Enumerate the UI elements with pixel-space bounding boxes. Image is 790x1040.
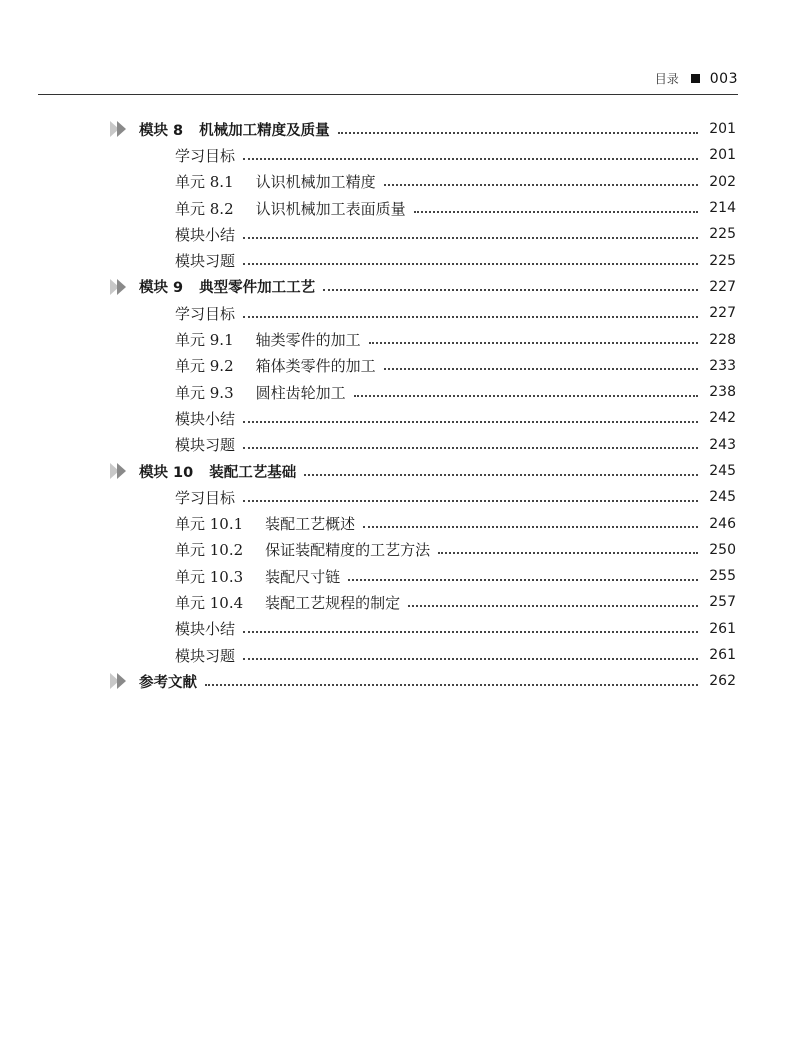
dot-leader: [408, 604, 698, 607]
toc-entry-text: [108, 119, 330, 140]
toc-entry-title: 模块习题: [175, 436, 236, 455]
toc-entry-text: [175, 145, 235, 166]
dot-leader: [384, 367, 698, 370]
toc-entry[interactable]: [108, 221, 736, 247]
toc-entry[interactable]: [108, 169, 736, 195]
toc-entry-title: 装配工艺基础: [209, 464, 297, 481]
toc-page-number: 245: [709, 489, 736, 506]
dot-leader: [205, 683, 698, 686]
toc-entry-text: [175, 618, 235, 639]
toc-entry[interactable]: [108, 432, 736, 458]
dot-leader: [384, 183, 698, 186]
toc-entry-number: 单元 10.2: [175, 541, 244, 560]
toc-entry-title: 模块小结: [175, 620, 236, 639]
toc-entry-title: 模块小结: [175, 409, 236, 428]
toc-entry-number: 单元 10.3: [175, 567, 244, 586]
toc-module-entry[interactable]: [108, 668, 736, 694]
toc-entry[interactable]: [108, 563, 736, 589]
dot-leader: [338, 131, 698, 134]
toc-page-number: 246: [709, 515, 736, 532]
toc-entry-title: 学习目标: [175, 488, 236, 507]
toc-page-number: 227: [709, 278, 736, 295]
arrow-icon: [108, 278, 132, 296]
toc-entry-number: 单元 10.1: [175, 515, 244, 534]
toc-entry-text: [175, 224, 235, 245]
toc-page-number: 243: [709, 436, 736, 453]
toc-entry-number: 单元 8.2: [175, 199, 234, 218]
dot-leader: [243, 236, 698, 239]
toc-entry-text: [175, 171, 376, 192]
dot-leader: [348, 578, 698, 581]
toc-entry-text: [175, 645, 235, 666]
toc-page-number: 242: [709, 410, 736, 427]
toc-entry-number: 单元 9.1: [175, 331, 234, 350]
toc-entry-title: 轴类零件的加工: [255, 331, 361, 350]
toc-entry[interactable]: [108, 642, 736, 668]
toc-entry-text: [175, 566, 340, 587]
toc-entry-title: 认识机械加工精度: [255, 173, 376, 192]
toc-page-number: 250: [709, 541, 736, 558]
dot-leader: [414, 210, 698, 213]
toc-entry-text: [175, 355, 376, 376]
arrow-icon: [108, 672, 132, 690]
toc-entry-text: [175, 487, 235, 508]
dot-leader: [438, 551, 698, 554]
arrow-icon: [108, 120, 132, 138]
header-label: 目录: [654, 72, 679, 86]
toc-entry[interactable]: [108, 484, 736, 510]
toc-entry-title: 圆柱齿轮加工: [255, 383, 346, 402]
header-page-number: 003: [709, 70, 738, 87]
dot-leader: [243, 630, 698, 633]
toc-entry-text: [175, 198, 406, 219]
dot-leader: [304, 473, 698, 476]
toc-entry-number: 单元 9.2: [175, 357, 234, 376]
toc-entry-text: [175, 539, 430, 560]
toc-page-number: 262: [709, 673, 736, 690]
toc-page-number: 225: [709, 226, 736, 243]
dot-leader: [243, 446, 698, 449]
toc-page-number: 261: [709, 647, 736, 664]
toc-entry-title: 学习目标: [175, 146, 236, 165]
table-of-contents: [108, 116, 736, 695]
toc-entry-number: 单元 8.1: [175, 173, 234, 192]
toc-entry-title: 典型零件加工工艺: [199, 280, 316, 297]
toc-entry-number: 模块 8: [139, 122, 184, 139]
toc-entry[interactable]: [108, 142, 736, 168]
header-right: [655, 70, 738, 87]
toc-page-number: 255: [709, 568, 736, 585]
toc-entry[interactable]: [108, 616, 736, 642]
toc-entry-text: [175, 513, 355, 534]
dot-leader: [323, 288, 698, 291]
toc-page-number: 261: [709, 620, 736, 637]
toc-entry-title: 装配工艺概述: [265, 515, 356, 534]
dot-leader: [369, 341, 698, 344]
toc-entry-title: 参考文献: [139, 674, 197, 691]
dot-leader: [243, 262, 698, 265]
toc-entry-title: 机械加工精度及质量: [199, 122, 330, 139]
dot-leader: [243, 157, 698, 160]
dot-leader: [243, 657, 698, 660]
toc-entry[interactable]: [108, 326, 736, 352]
toc-entry[interactable]: [108, 353, 736, 379]
toc-entry-title: 模块习题: [175, 646, 236, 665]
toc-page-number: 214: [709, 200, 736, 217]
toc-entry-number: 单元 10.4: [175, 593, 244, 612]
page-header: [38, 66, 738, 95]
toc-entry-text: [175, 592, 400, 613]
toc-entry[interactable]: [108, 537, 736, 563]
toc-entry[interactable]: [108, 589, 736, 615]
toc-entry-title: 装配尺寸链: [265, 567, 341, 586]
toc-module-entry[interactable]: [108, 458, 736, 484]
toc-module-entry[interactable]: [108, 116, 736, 142]
toc-entry-number: 模块 10: [139, 464, 194, 481]
toc-entry[interactable]: [108, 300, 736, 326]
arrow-icon: [108, 462, 132, 480]
toc-page-number: 227: [709, 305, 736, 322]
toc-page-number: 201: [709, 121, 736, 138]
toc-entry-text: [108, 461, 296, 482]
toc-page-number: 202: [709, 173, 736, 190]
toc-entry-text: [175, 329, 361, 350]
toc-entry-text: [108, 276, 315, 297]
toc-entry-title: 箱体类零件的加工: [255, 357, 376, 376]
toc-module-entry[interactable]: [108, 274, 736, 300]
toc-entry-title: 装配工艺规程的制定: [265, 593, 401, 612]
toc-entry[interactable]: [108, 379, 736, 405]
toc-entry-text: [175, 303, 235, 324]
toc-entry-text: [175, 408, 235, 429]
toc-entry-title: 认识机械加工表面质量: [255, 199, 406, 218]
toc-entry-text: [175, 250, 235, 271]
toc-page-number: 201: [709, 147, 736, 164]
toc-entry-number: 模块 9: [139, 280, 184, 297]
dot-leader: [363, 525, 698, 528]
toc-page-number: 238: [709, 384, 736, 401]
toc-entry[interactable]: [108, 405, 736, 431]
dot-leader: [243, 499, 698, 502]
toc-entry-title: 模块小结: [175, 225, 236, 244]
toc-entry-title: 保证装配精度的工艺方法: [265, 541, 431, 560]
toc-entry-title: 模块习题: [175, 252, 236, 271]
toc-page-number: 225: [709, 252, 736, 269]
toc-entry-title: 学习目标: [175, 304, 236, 323]
toc-entry[interactable]: [108, 195, 736, 221]
toc-page-number: 257: [709, 594, 736, 611]
dot-leader: [243, 315, 698, 318]
dot-leader: [354, 394, 698, 397]
toc-entry-text: [175, 434, 235, 455]
toc-entry[interactable]: [108, 510, 736, 536]
toc-entry-number: 单元 9.3: [175, 383, 234, 402]
dot-leader: [243, 420, 698, 423]
toc-page-number: 245: [709, 463, 736, 479]
toc-entry-text: [175, 382, 346, 403]
toc-entry[interactable]: [108, 247, 736, 273]
toc-page-number: 228: [709, 331, 736, 348]
toc-page-number: 233: [709, 357, 736, 374]
square-icon: [691, 74, 700, 83]
